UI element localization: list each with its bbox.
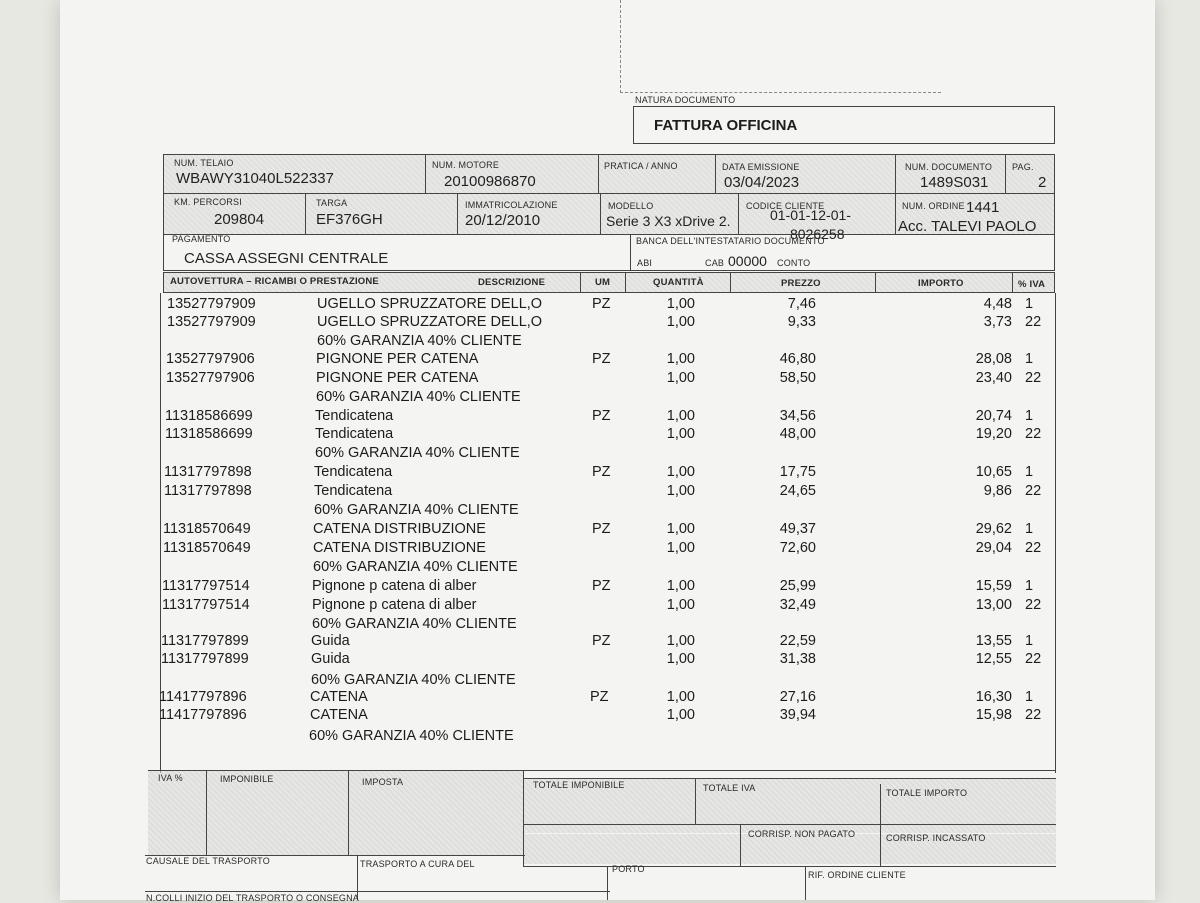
row-amount: 29,62 [975, 521, 1012, 537]
row-qty: 1,00 [666, 483, 695, 499]
table-row [0, 597, 1200, 615]
row-code: 13527797906 [166, 351, 255, 367]
table-row [0, 370, 1200, 388]
th-v4 [875, 272, 876, 293]
row-desc: 60% GARANZIA 40% CLIENTE [312, 616, 517, 632]
num-documento-value: 1489S031 [920, 174, 989, 191]
row-amount: 28,08 [975, 351, 1012, 367]
th-autovettura: AUTOVETTURA – RICAMBI O PRESTAZIONE [170, 276, 379, 287]
conto-label: CONTO [777, 258, 811, 268]
row-iva: 1 [1025, 689, 1034, 705]
row-amount: 15,59 [975, 578, 1012, 594]
row-iva: 1 [1025, 464, 1034, 480]
hdr-v5 [1005, 154, 1006, 193]
num-ordine-value: 1441 [966, 199, 1000, 216]
top-stamp-area [620, 0, 941, 93]
row-price: 46,80 [779, 351, 816, 367]
row-qty: 1,00 [666, 296, 695, 312]
num-telaio-value: WBAWY31040L522337 [176, 170, 334, 187]
row-code: 11417797896 [159, 707, 247, 723]
row-um: PZ [592, 464, 611, 480]
num-motore-value: 20100986870 [444, 173, 536, 190]
ft-v4 [695, 778, 696, 824]
modello-label: MODELLO [608, 201, 654, 211]
row-code: 11317797898 [164, 464, 252, 480]
row-desc: Guida [311, 651, 350, 667]
th-v2 [625, 272, 626, 293]
row-desc: CATENA DISTRIBUZIONE [313, 521, 486, 537]
num-ordine-label: NUM. ORDINE [902, 201, 965, 211]
row-qty: 1,00 [666, 578, 695, 594]
row-desc: 60% GARANZIA 40% CLIENTE [316, 389, 521, 405]
table-row [0, 426, 1200, 444]
targa-label: TARGA [316, 198, 348, 208]
table-row [0, 351, 1200, 369]
row-iva: 22 [1025, 483, 1042, 499]
imponibile-label: IMPONIBILE [220, 774, 274, 784]
ft-h5 [145, 891, 610, 892]
row-iva: 22 [1025, 426, 1042, 442]
row-code: 13527797909 [167, 296, 256, 312]
pag-value: 2 [1038, 174, 1047, 191]
table-row [0, 651, 1200, 669]
row-code: 11317797898 [164, 483, 252, 499]
row-code: 11317797899 [161, 651, 249, 667]
row-qty: 1,00 [666, 540, 695, 556]
row-qty: 1,00 [666, 370, 695, 386]
hdr-v6 [305, 193, 306, 234]
table-row [0, 707, 1200, 725]
row-qty: 1,00 [666, 597, 695, 613]
row-iva: 1 [1025, 351, 1034, 367]
row-desc: PIGNONE PER CATENA [316, 351, 479, 367]
codice-cliente-line2: 8026258 [790, 226, 845, 242]
row-code: 11318570649 [163, 521, 251, 537]
row-qty: 1,00 [666, 426, 695, 442]
row-desc: Tendicatena [314, 483, 393, 499]
table-row [0, 578, 1200, 596]
row-code: 11318586699 [165, 426, 253, 442]
table-row [0, 483, 1200, 501]
row-um: PZ [592, 578, 611, 594]
row-desc: 60% GARANZIA 40% CLIENTE [311, 672, 516, 688]
num-documento-label: NUM. DOCUMENTO [905, 162, 993, 172]
row-qty: 1,00 [666, 521, 695, 537]
hdr-v3 [715, 154, 716, 193]
banca-label: BANCA DELL'INTESTATARIO DOCUMENTO [636, 236, 825, 246]
row-um: PZ [590, 689, 609, 705]
row-qty: 1,00 [666, 351, 695, 367]
row-code: 11317797514 [162, 578, 250, 594]
row-desc: Pignone p catena di alber [312, 578, 477, 594]
totale-iva-label: TOTALE IVA [703, 783, 756, 793]
colli-label: N.COLLI INIZIO DEL TRASPORTO O CONSEGNA [146, 893, 360, 903]
row-um: PZ [592, 296, 611, 312]
th-um: UM [595, 277, 611, 288]
row-price: 27,16 [779, 689, 816, 705]
hdr-v10 [895, 193, 896, 234]
immatricolazione-value: 20/12/2010 [465, 212, 541, 229]
table-row [0, 540, 1200, 558]
table-row [0, 633, 1200, 651]
row-desc: 60% GARANZIA 40% CLIENTE [313, 559, 518, 575]
row-desc: 60% GARANZIA 40% CLIENTE [317, 333, 522, 349]
row-code: 11318570649 [163, 540, 251, 556]
corrisp-non-pagato-label: CORRISP. NON PAGATO [748, 829, 856, 839]
row-amount: 13,55 [975, 633, 1012, 649]
th-iva: % IVA [1018, 279, 1046, 290]
ft-v8 [607, 866, 608, 900]
pagamento-label: PAGAMENTO [172, 234, 231, 244]
pag-label: PAG. [1012, 162, 1034, 172]
row-qty: 1,00 [666, 651, 695, 667]
table-row [0, 314, 1200, 332]
row-um: PZ [592, 521, 611, 537]
ft-v6 [880, 784, 881, 866]
row-price: 17,75 [779, 464, 816, 480]
table-row [0, 502, 1200, 520]
row-iva: 22 [1025, 707, 1042, 723]
th-v3 [730, 272, 731, 293]
document-title: FATTURA OFFICINA [654, 117, 798, 134]
row-amount: 12,55 [975, 651, 1012, 667]
footer-shade-1 [148, 771, 523, 856]
hdr-v2 [598, 154, 599, 193]
ft-h1 [523, 778, 1056, 779]
rif-ordine-label: RIF. ORDINE CLIENTE [808, 870, 906, 880]
porto-label: PORTO [612, 864, 645, 874]
row-code: 13527797909 [167, 314, 256, 330]
row-amount: 23,40 [975, 370, 1012, 386]
row-price: 39,94 [779, 707, 816, 723]
table-row [0, 333, 1200, 351]
row-qty: 1,00 [666, 707, 695, 723]
row-desc: 60% GARANZIA 40% CLIENTE [315, 445, 520, 461]
row-amount: 19,20 [975, 426, 1012, 442]
row-desc: 60% GARANZIA 40% CLIENTE [309, 728, 514, 744]
th-quantita: QUANTITÀ [653, 277, 704, 288]
table-row [0, 445, 1200, 463]
ft-v2 [348, 770, 349, 856]
natura-documento-label: NATURA DOCUMENTO [635, 95, 736, 105]
th-descrizione: DESCRIZIONE [478, 277, 546, 288]
row-qty: 1,00 [666, 408, 695, 424]
row-qty: 1,00 [666, 314, 695, 330]
row-code: 11317797899 [161, 633, 249, 649]
row-desc: PIGNONE PER CATENA [316, 370, 479, 386]
hdr-v8 [600, 193, 601, 234]
table-row [0, 616, 1200, 634]
km-value: 209804 [214, 211, 265, 228]
row-iva: 1 [1025, 633, 1034, 649]
row-desc: Tendicatena [315, 408, 394, 424]
cab-label: CAB [705, 258, 725, 268]
row-amount: 10,65 [975, 464, 1012, 480]
row-qty: 1,00 [666, 633, 695, 649]
hdr-v1 [425, 154, 426, 193]
row-iva: 22 [1025, 651, 1042, 667]
codice-cliente-label: CODICE CLIENTE [746, 201, 825, 211]
row-price: 31,38 [779, 651, 816, 667]
table-row [0, 728, 1200, 746]
row-desc: CATENA [310, 707, 368, 723]
row-amount: 9,86 [983, 483, 1012, 499]
ft-v5 [740, 824, 741, 866]
row-price: 24,65 [779, 483, 816, 499]
hdr-v9 [738, 193, 739, 234]
row-code: 11417797896 [159, 689, 247, 705]
row-um: PZ [592, 408, 611, 424]
row-price: 9,33 [787, 314, 816, 330]
row-desc: Pignone p catena di alber [312, 597, 477, 613]
hdr-v4 [895, 154, 896, 193]
data-emissione-value: 03/04/2023 [724, 174, 800, 191]
totale-imponibile-label: TOTALE IMPONIBILE [533, 780, 625, 790]
row-desc: UGELLO SPRUZZATORE DELL,O [317, 296, 543, 312]
row-amount: 29,04 [975, 540, 1012, 556]
table-row [0, 464, 1200, 482]
pratica-label: PRATICA / ANNO [604, 161, 678, 171]
codice-cliente-line1: 01-01-12-01- [770, 207, 851, 223]
abi-label: ABI [637, 258, 653, 268]
table-row [0, 408, 1200, 426]
km-label: KM. PERCORSI [174, 197, 242, 207]
th-v5 [1012, 272, 1013, 293]
row-desc: Guida [311, 633, 350, 649]
row-qty: 1,00 [666, 689, 695, 705]
trasporto-label: TRASPORTO A CURA DEL [360, 859, 475, 869]
data-emissione-label: DATA EMISSIONE [722, 162, 800, 172]
th-v1 [580, 272, 581, 293]
row-amount: 3,73 [983, 314, 1012, 330]
cab-value: 00000 [728, 253, 767, 269]
ft-h4 [523, 866, 1056, 867]
row-iva: 1 [1025, 521, 1034, 537]
row-amount: 16,30 [975, 689, 1012, 705]
row-price: 49,37 [779, 521, 816, 537]
row-iva: 22 [1025, 597, 1042, 613]
row-price: 58,50 [779, 370, 816, 386]
totale-importo-label: TOTALE IMPORTO [886, 788, 968, 798]
row-iva: 1 [1025, 408, 1034, 424]
table-row [0, 559, 1200, 577]
accettatore-value: Acc. TALEVI PAOLO [898, 218, 1037, 235]
row-price: 32,49 [779, 597, 816, 613]
row-code: 11317797514 [162, 597, 250, 613]
row-desc: 60% GARANZIA 40% CLIENTE [314, 502, 519, 518]
row-desc: Tendicatena [314, 464, 393, 480]
th-prezzo: PREZZO [781, 278, 821, 289]
table-row [0, 389, 1200, 407]
row-price: 25,99 [779, 578, 816, 594]
row-desc: CATENA DISTRIBUZIONE [313, 540, 486, 556]
row-iva: 22 [1025, 314, 1042, 330]
ft-v1 [206, 770, 207, 856]
row-code: 11318586699 [165, 408, 253, 424]
num-telaio-label: NUM. TELAIO [174, 158, 234, 168]
row-desc: UGELLO SPRUZZATORE DELL,O [317, 314, 543, 330]
row-iva: 1 [1025, 296, 1034, 312]
row-iva: 1 [1025, 578, 1034, 594]
row-code: 13527797906 [166, 370, 255, 386]
row-amount: 20,74 [975, 408, 1012, 424]
immatricolazione-label: IMMATRICOLAZIONE [465, 200, 558, 210]
row-desc: CATENA [310, 689, 368, 705]
ft-v3 [523, 770, 524, 866]
row-price: 34,56 [779, 408, 816, 424]
targa-value: EF376GH [316, 211, 383, 228]
table-row [0, 521, 1200, 539]
document-title-box [633, 106, 1055, 144]
row-iva: 22 [1025, 540, 1042, 556]
row-price: 48,00 [779, 426, 816, 442]
row-price: 7,46 [787, 296, 816, 312]
causale-trasporto-label: CAUSALE DEL TRASPORTO [146, 856, 270, 866]
hdr-v11 [630, 234, 631, 271]
iva-label: IVA % [158, 773, 183, 783]
table-row [0, 296, 1200, 314]
row-amount: 15,98 [975, 707, 1012, 723]
table-row [0, 672, 1200, 690]
table-row [0, 689, 1200, 707]
num-motore-label: NUM. MOTORE [432, 160, 500, 170]
modello-value: Serie 3 X3 xDrive 2. [606, 213, 731, 229]
header-divider-1 [163, 193, 1055, 194]
row-iva: 22 [1025, 370, 1042, 386]
row-qty: 1,00 [666, 464, 695, 480]
row-um: PZ [592, 633, 611, 649]
row-price: 72,60 [779, 540, 816, 556]
ft-v9 [805, 866, 806, 900]
row-um: PZ [592, 351, 611, 367]
hdr-v7 [457, 193, 458, 234]
imposta-label: IMPOSTA [362, 777, 404, 787]
row-price: 22,59 [779, 633, 816, 649]
row-amount: 13,00 [975, 597, 1012, 613]
pagamento-value: CASSA ASSEGNI CENTRALE [184, 250, 389, 267]
row-desc: Tendicatena [315, 426, 394, 442]
th-importo: IMPORTO [918, 278, 964, 289]
row-amount: 4,48 [983, 296, 1012, 312]
ft-h2 [523, 824, 1056, 825]
corrisp-incassato-label: CORRISP. INCASSATO [886, 833, 986, 843]
